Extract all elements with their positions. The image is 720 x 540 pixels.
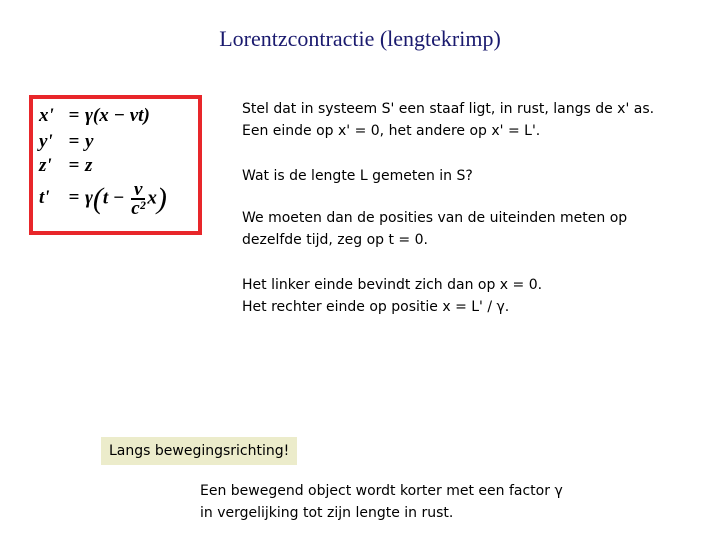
- equation-y-lhs: y': [39, 131, 53, 152]
- conclusion-line-2: in vergelijking tot zijn lengte in rust.: [200, 505, 454, 521]
- equation-x: [39, 105, 150, 127]
- paragraph-question: [242, 165, 712, 187]
- equals-sign: =: [68, 187, 80, 209]
- fraction-numerator: v: [131, 181, 145, 200]
- equation-t-lhs: t': [39, 187, 50, 209]
- direction-note: Langs bewegingsrichting!: [101, 437, 297, 465]
- open-paren: (: [92, 182, 103, 215]
- conclusion-line-1: Een bewegend object wordt korter met een factor γ: [200, 483, 563, 499]
- setup-line-1: Stel dat in systeem S' een staaf ligt, in rust, langs de x' as.: [242, 101, 655, 117]
- positions-line-2: Het rechter einde op positie x = L' / γ.: [242, 299, 510, 315]
- paragraph-positions: [242, 274, 712, 318]
- gamma-symbol: γ: [85, 187, 93, 209]
- measurement-line-2: dezelfde tijd, zeg op t = 0.: [242, 232, 428, 248]
- fraction-denominator: c²: [131, 198, 146, 219]
- equals-sign: =: [68, 105, 80, 126]
- equation-x-rhs: γ(x − vt): [85, 105, 150, 126]
- t-term: t −: [102, 187, 125, 209]
- equation-z-rhs: z: [85, 155, 93, 176]
- equals-sign: =: [68, 131, 80, 152]
- equation-y: [39, 131, 93, 153]
- positions-line-1: Het linker einde bevindt zich dan op x = 0.: [242, 277, 543, 293]
- equation-z: [39, 155, 92, 177]
- question-line: Wat is de lengte L gemeten in S?: [242, 168, 473, 184]
- equation-y-rhs: y: [85, 131, 94, 152]
- paragraph-measurement: [242, 207, 712, 251]
- setup-line-2: Een einde op x' = 0, het andere op x' = L'.: [242, 123, 541, 139]
- equation-z-lhs: z': [39, 155, 52, 176]
- paragraph-setup: [242, 98, 712, 142]
- slide-title: Lorentzcontractie (lengtekrimp): [219, 26, 501, 51]
- equation-t: [39, 181, 167, 217]
- measurement-line-1: We moeten dan de posities van de uiteinden meten op: [242, 210, 628, 226]
- equation-x-lhs: x': [39, 105, 54, 126]
- equals-sign: =: [68, 155, 80, 176]
- lorentz-equations-box: [29, 95, 202, 235]
- x-term: x: [147, 187, 157, 209]
- conclusion-block: [200, 480, 700, 524]
- v-over-c2-fraction: [131, 181, 145, 217]
- close-paren: ): [156, 182, 167, 215]
